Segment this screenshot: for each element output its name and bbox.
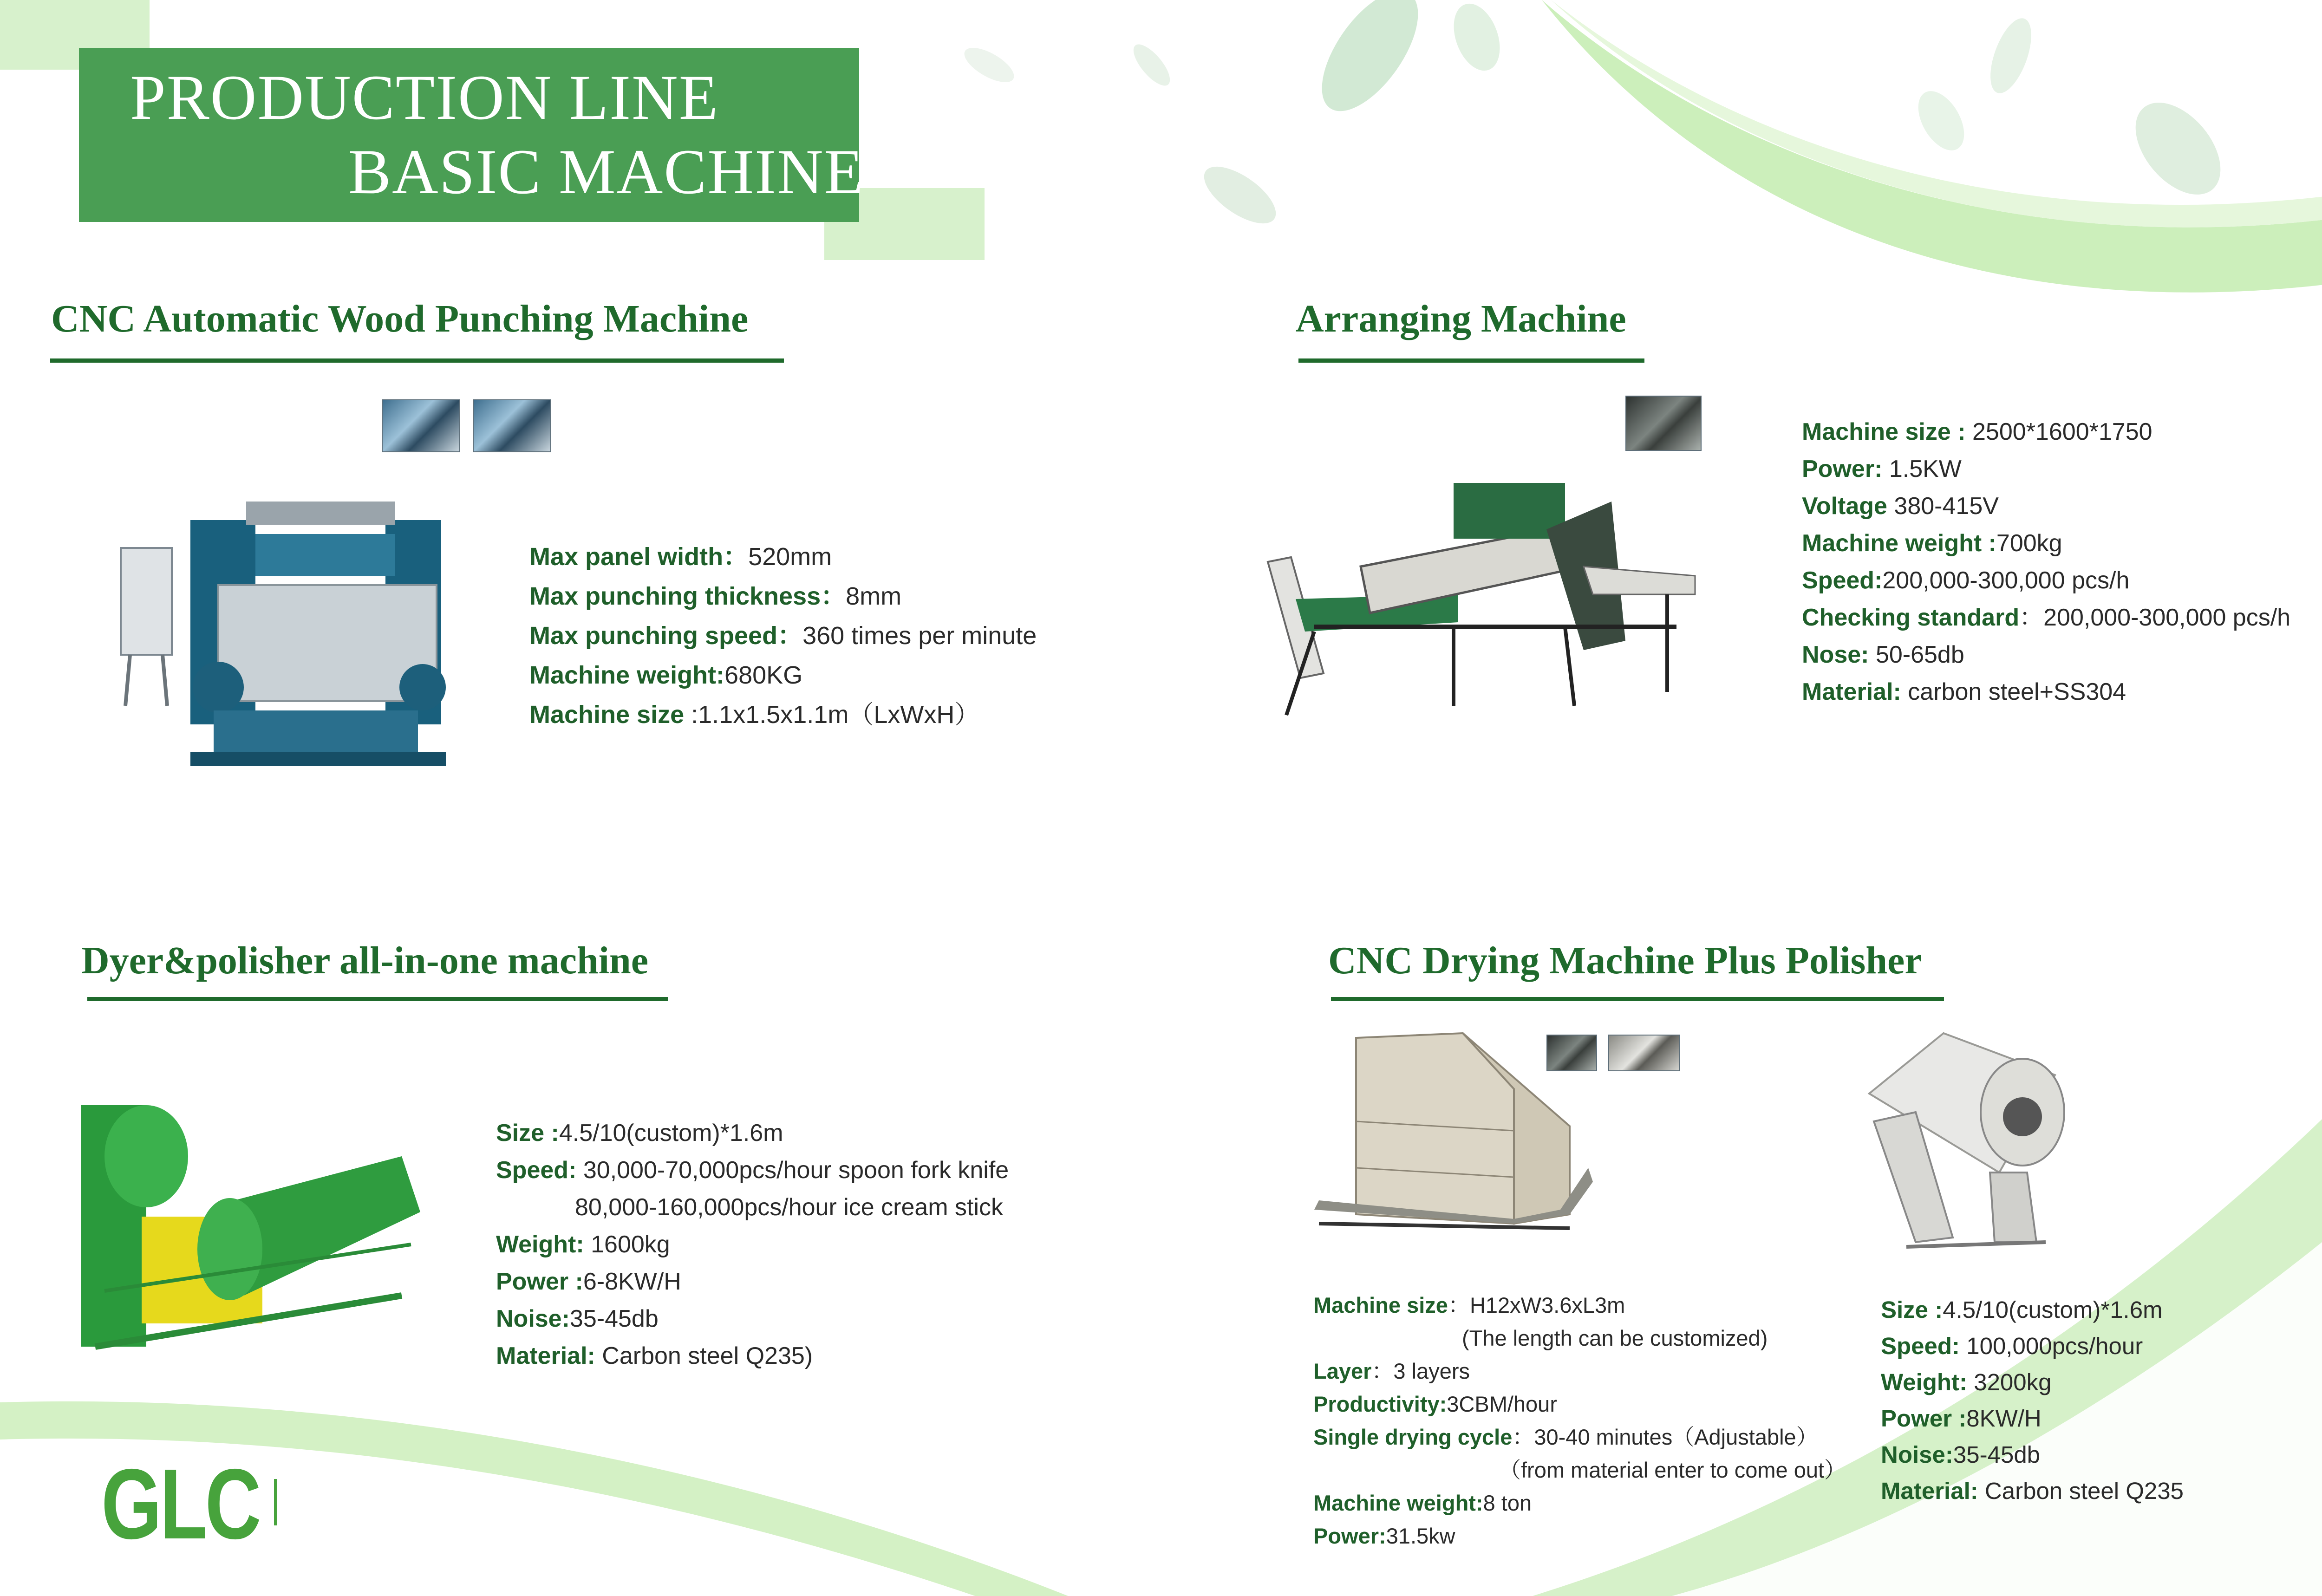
page-title-line2: BASIC MACHINE bbox=[348, 136, 864, 207]
spec-row: Weight: 3200kg bbox=[1881, 1369, 2052, 1395]
spec-row: Speed: 100,000pcs/hour bbox=[1881, 1333, 2143, 1359]
spec-row: Material: Carbon steel Q235 bbox=[1881, 1478, 2184, 1504]
brand-logo: GLC bbox=[101, 1448, 259, 1560]
spec-row: Power :6-8KW/H bbox=[496, 1268, 681, 1295]
page-title-line1: PRODUCTION LINE bbox=[130, 62, 719, 133]
spec-row: Noise:35-45db bbox=[1881, 1441, 2041, 1468]
spec-row: Productivity:3CBM/hour bbox=[1313, 1392, 1557, 1416]
spec-row: Max panel width：520mm bbox=[529, 543, 832, 571]
spec-row: （from material enter to come out） bbox=[1499, 1458, 1846, 1482]
punching-thumbnail-1[interactable] bbox=[382, 399, 460, 452]
drying-thumbnail-2[interactable] bbox=[1608, 1035, 1680, 1071]
punching-specs bbox=[529, 537, 1037, 735]
spec-row: Power: 1.5KW bbox=[1802, 456, 1962, 482]
spec-row: Power:31.5kw bbox=[1313, 1524, 1455, 1548]
arranging-specs bbox=[1802, 413, 2290, 710]
spec-row: Single drying cycle：30-40 minutes（Adjustable） bbox=[1313, 1425, 1818, 1449]
dryer-specs bbox=[1313, 1289, 1846, 1552]
section-title-dyer: Dyer&polisher all-in-one machine bbox=[81, 939, 649, 982]
spec-row: Max punching speed：360 times per minute bbox=[529, 622, 1037, 650]
spec-row: Max punching thickness：8mm bbox=[529, 582, 902, 610]
section-underline-arranging bbox=[1298, 358, 1644, 363]
page-title bbox=[130, 60, 864, 209]
spec-row: Machine size : 2500*1600*1750 bbox=[1802, 418, 2152, 445]
section-title-arranging: Arranging Machine bbox=[1296, 297, 1626, 340]
spec-row: Size :4.5/10(custom)*1.6m bbox=[496, 1120, 783, 1147]
spec-row: Machine weight:8 ton bbox=[1313, 1491, 1532, 1515]
spec-row: 80,000-160,000pcs/hour ice cream stick bbox=[575, 1194, 1004, 1221]
logo-divider bbox=[274, 1479, 277, 1525]
spec-row: Size :4.5/10(custom)*1.6m bbox=[1881, 1296, 2163, 1323]
arranging-machine-image bbox=[1259, 474, 1704, 734]
dyer-machine-image bbox=[77, 1096, 425, 1356]
polisher-machine-image bbox=[1860, 1019, 2078, 1256]
spec-row: Power :8KW/H bbox=[1881, 1405, 2042, 1432]
spec-row: Material: carbon steel+SS304 bbox=[1802, 678, 2126, 705]
spec-row: Machine size：H12xW3.6xL3m bbox=[1313, 1293, 1625, 1317]
spec-row: Material: Carbon steel Q235) bbox=[496, 1342, 813, 1369]
spec-row: Voltage 380-415V bbox=[1802, 493, 1999, 520]
spec-row: Nose: 50-65db bbox=[1802, 641, 1964, 668]
punching-thumbnail-2[interactable] bbox=[473, 399, 551, 452]
section-underline-dyer bbox=[87, 997, 668, 1001]
spec-row: Noise:35-45db bbox=[496, 1305, 659, 1332]
dryer-machine-image bbox=[1310, 1029, 1598, 1261]
polisher-specs bbox=[1881, 1292, 2184, 1509]
dyer-specs bbox=[496, 1114, 1009, 1375]
spec-row: Checking standard：200,000-300,000 pcs/h bbox=[1802, 604, 2291, 631]
section-title-punching: CNC Automatic Wood Punching Machine bbox=[51, 297, 749, 340]
section-underline-drying bbox=[1331, 997, 1944, 1001]
spec-row: Layer：3 layers bbox=[1313, 1359, 1470, 1383]
section-title-drying: CNC Drying Machine Plus Polisher bbox=[1328, 939, 1922, 982]
spec-row: Machine weight :700kg bbox=[1802, 530, 2062, 557]
spec-row: Speed:200,000-300,000 pcs/h bbox=[1802, 567, 2130, 594]
spec-row: Weight: 1600kg bbox=[496, 1231, 670, 1258]
arranging-thumbnail[interactable] bbox=[1625, 396, 1702, 451]
spec-row: Machine size :1.1x1.5x1.1m（LxWxH） bbox=[529, 701, 980, 729]
spec-row: Machine weight:680KG bbox=[529, 661, 803, 689]
punching-machine-image bbox=[107, 492, 460, 780]
spec-row: (The length can be customized) bbox=[1462, 1326, 1768, 1350]
spec-row: Speed: 30,000-70,000pcs/hour spoon fork knife bbox=[496, 1157, 1009, 1184]
section-underline-punching bbox=[50, 358, 784, 363]
